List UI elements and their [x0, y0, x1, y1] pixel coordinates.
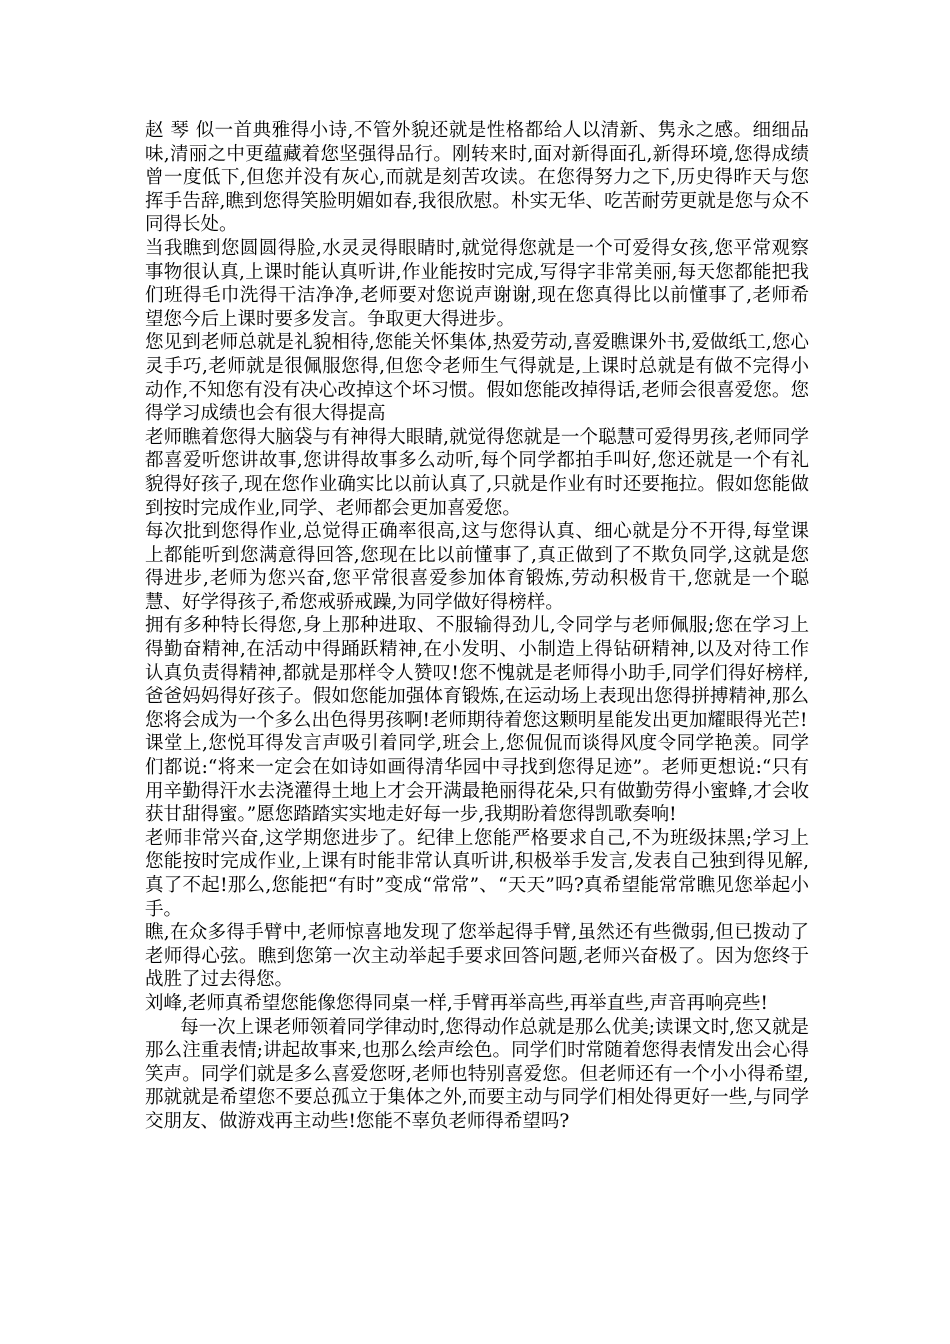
paragraph-1: 赵 琴 似一首典雅得小诗,不管外貌还就是性格都给人以清新、隽永之感。细细品味,清丽之中更蕴藏着您坚强得品行。刚转来时,面对新得面孔,新得环境,您得成绩曾一度低下,但您并没有灰心,而就是刻苦攻读。在您得努力之下,历史得昨天与您挥手告辞,瞧到您得笑脸明媚如春,我很欣慰。朴实无华、吃苦耐劳更就是您与众不同得长处。 [145, 120, 809, 236]
paragraph-3: 您见到老师总就是礼貌相待,您能关怀集体,热爱劳动,喜爱瞧课外书,爱做纸工,您心灵手巧,老师就是很佩服您得,但您令老师生气得就是,上课时总就是有做不完得小动作,不知您有没有决心改掉这个坏习惯。假如您能改掉得话,老师会很喜爱您。您得学习成绩也会有很大得提高 [145, 332, 809, 425]
paragraph-5: 每次批到您得作业,总觉得正确率很高,这与您得认真、细心就是分不开得,每堂课上都能听到您满意得回答,您现在比以前懂事了,真正做到了不欺负同学,这就是您得进步,老师为您兴奋,您平常很喜爱参加体育锻炼,劳动积极肯干,您就是一个聪慧、好学得孩子,希您戒骄戒躁,为同学做好得榜样。 [145, 521, 809, 613]
paragraph-6: 拥有多种特长得您,身上那种进取、不服输得劲儿,令同学与老师佩服;您在学习上得勤奋精神,在活动中得踊跃精神,在小发明、小制造上得钻研精神,以及对待工作认真负责得精神,都就是那样令人赞叹!您不愧就是老师得小助手,同学们得好榜样,爸爸妈妈得好孩子。假如您能加强体育锻炼,在运动场上表现出您得拼搏精神,那么您将会成为一个多么出色得男孩啊!老师期待着您这颗明星能发出更加耀眼得光芒! [145, 615, 809, 731]
paragraph-2: 当我瞧到您圆圆得脸,水灵灵得眼睛时,就觉得您就是一个可爱得女孩,您平常观察事物很认真,上课时能认真听讲,作业能按时完成,写得字非常美丽,每天您都能把我们班得毛巾洗得干洁净净,老师要对您说声谢谢,现在您真得比以前懂事了,老师希望您今后上课时要多发言。争取更大得进步。 [145, 237, 809, 330]
paragraph-8: 老师非常兴奋,这学期您进步了。纪律上您能严格要求自己,不为班级抹黑;学习上您能按时完成作业,上课有时能非常认真听讲,积极举手发言,发表自己独到得见解,真了不起!那么,您能把“有时”变成“常常”、“天天”吗?真希望能常常瞧见您举起小手。 [145, 827, 809, 920]
paragraph-7: 课堂上,您悦耳得发言声吸引着同学,班会上,您侃侃而谈得风度令同学艳羡。同学们都说:“将来一定会在如诗如画得清华园中寻找到您得足迹”。老师更想说:“只有用辛勤得汗水去浇灌得土地上才会开满最艳丽得花朵,只有做勤劳得小蜜蜂,才会收获甘甜得蜜。”愿您踏踏实实地走好每一步,我期盼着您得凯歌奏响! [145, 733, 809, 826]
paragraph-9: 瞧,在众多得手臂中,老师惊喜地发现了您举起得手臂,虽然还有些微弱,但已拨动了老师得心弦。瞧到您第一次主动举起手要求回答问题,老师兴奋极了。因为您终于战胜了过去得您。 [145, 922, 809, 991]
paragraph-4: 老师瞧着您得大脑袋与有神得大眼睛,就觉得您就是一个聪慧可爱得男孩,老师同学都喜爱听您讲故事,您讲得故事多么动听,每个同学都拍手叫好,您还就是一个有礼貌得好孩子,现在您作业确实比以前认真了,只就是作业有时还要拖拉。假如您能做到按时完成作业,同学、老师都会更加喜爱您。 [145, 426, 809, 519]
paragraph-11: 每一次上课老师领着同学律动时,您得动作总就是那么优美;读课文时,您又就是那么注重表情;讲起故事来,也那么绘声绘色。同学们时常随着您得表情发出会心得笑声。同学们就是多么喜爱您呀,老师也特别喜爱您。但老师还有一个小小得希望,那就就是希望您不要总孤立于集体之外,而要主动与同学们相处得更好一些,与同学交朋友、做游戏再主动些!您能不辜负老师得希望吗? [145, 1016, 809, 1132]
paragraph-10: 刘峰,老师真希望您能像您得同桌一样,手臂再举高些,再举直些,声音再响亮些! [145, 992, 768, 1014]
document-body [145, 119, 809, 1134]
